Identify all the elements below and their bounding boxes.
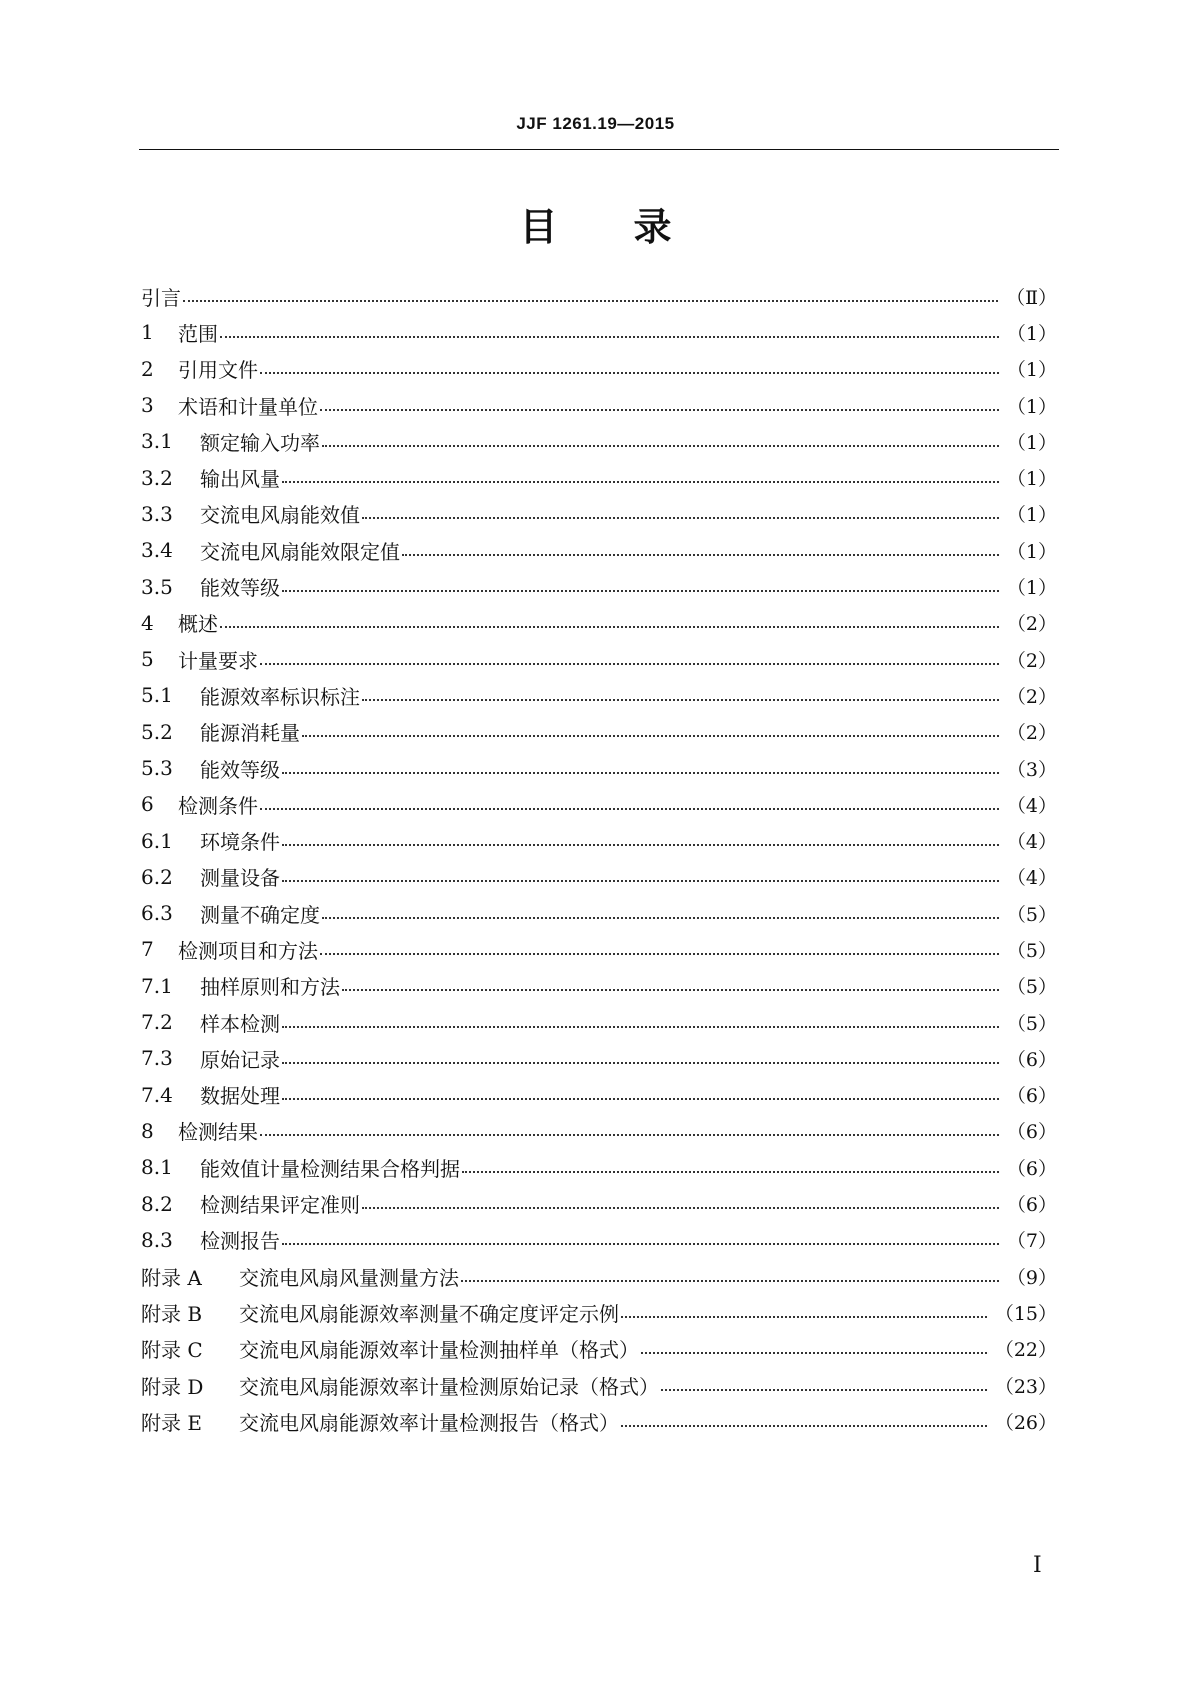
dot-leader <box>362 516 999 519</box>
dot-leader <box>342 988 999 991</box>
toc-entry-page: （5） <box>1006 976 1057 999</box>
toc-entry[interactable] <box>141 568 1057 604</box>
toc-entry[interactable] <box>141 1258 1057 1294</box>
toc-entry-number: 7.2 <box>141 1010 173 1035</box>
toc-entry-number: 6.3 <box>141 901 173 926</box>
toc-entry[interactable] <box>141 1331 1057 1367</box>
toc-entry-title: 交流电风扇能源效率计量检测原始记录（格式） <box>239 1374 659 1399</box>
toc-entry-title: 检测结果评定准则 <box>200 1193 360 1218</box>
toc-entry[interactable] <box>141 1113 1057 1149</box>
toc-entry-number: 8.1 <box>141 1155 173 1180</box>
dot-leader <box>322 916 999 919</box>
toc-entry-number: 6 <box>141 792 154 817</box>
toc-entry[interactable] <box>141 895 1057 931</box>
toc-entry-title: 能效值计量检测结果合格判据 <box>200 1156 460 1181</box>
toc-entry-number: 附录 D <box>141 1374 204 1399</box>
dot-leader <box>282 771 999 774</box>
page-number: Ⅰ <box>1033 1553 1042 1578</box>
toc-entry-number: 附录 E <box>141 1410 202 1435</box>
toc-entry-page: （Ⅱ） <box>1006 286 1057 309</box>
toc-entry-number: 5 <box>141 647 154 672</box>
page-title <box>0 196 1191 251</box>
dot-leader <box>260 662 999 665</box>
toc-entry-title: 额定输入功率 <box>200 430 320 455</box>
toc-entry[interactable] <box>141 714 1057 750</box>
toc-entry[interactable] <box>141 641 1057 677</box>
toc-entry-page: （1） <box>1006 577 1057 600</box>
toc-entry-number: 3 <box>141 393 154 418</box>
table-of-contents <box>141 278 1057 1440</box>
toc-entry-title: 交流电风扇风量测量方法 <box>239 1265 459 1290</box>
toc-entry[interactable] <box>141 423 1057 459</box>
toc-entry-title: 引用文件 <box>178 358 258 383</box>
dot-leader <box>402 553 999 556</box>
toc-entry[interactable] <box>141 351 1057 387</box>
dot-leader <box>322 444 999 447</box>
toc-entry[interactable] <box>141 822 1057 858</box>
toc-entry-number: 8 <box>141 1118 154 1143</box>
toc-entry-number: 7.1 <box>141 973 173 998</box>
toc-entry-title: 能效等级 <box>200 576 280 601</box>
toc-entry-number: 8.2 <box>141 1191 173 1216</box>
toc-entry-title: 检测报告 <box>200 1229 280 1254</box>
toc-entry-title: 交流电风扇能源效率测量不确定度评定示例 <box>239 1301 619 1326</box>
toc-entry-number: 5.2 <box>141 719 173 744</box>
dot-leader <box>282 1061 999 1064</box>
dot-leader <box>362 698 999 701</box>
dot-leader <box>621 1424 987 1427</box>
toc-entry-page: （5） <box>1006 903 1057 926</box>
toc-entry-page: （5） <box>1006 939 1057 962</box>
toc-entry-page: （6） <box>1006 1048 1057 1071</box>
dot-leader <box>362 1206 999 1209</box>
toc-entry[interactable] <box>141 278 1057 314</box>
toc-entry-title: 数据处理 <box>200 1084 280 1109</box>
toc-entry-number: 3.5 <box>141 574 173 599</box>
toc-entry-title: 能效等级 <box>200 757 280 782</box>
toc-entry[interactable] <box>141 750 1057 786</box>
toc-entry-page: （3） <box>1006 758 1057 781</box>
toc-entry-number: 7.3 <box>141 1046 173 1071</box>
toc-entry-title: 引言 <box>141 285 181 310</box>
toc-entry[interactable] <box>141 1222 1057 1258</box>
toc-entry-number: 8.3 <box>141 1227 173 1252</box>
toc-entry-title: 环境条件 <box>200 830 280 855</box>
toc-entry-page: （2） <box>1006 613 1057 636</box>
dot-leader <box>282 480 999 483</box>
toc-entry-title: 测量不确定度 <box>200 902 320 927</box>
dot-leader <box>661 1388 987 1391</box>
toc-entry-title: 范围 <box>178 321 218 346</box>
toc-entry-title: 输出风量 <box>200 467 280 492</box>
toc-entry-page: （4） <box>1006 794 1057 817</box>
dot-leader <box>641 1351 987 1354</box>
toc-entry-page: （1） <box>1006 540 1057 563</box>
toc-entry-number: 附录 C <box>141 1338 203 1363</box>
toc-entry-number: 7.4 <box>141 1082 173 1107</box>
toc-entry[interactable] <box>141 1367 1057 1403</box>
toc-entry[interactable] <box>141 786 1057 822</box>
dot-leader <box>282 1097 999 1100</box>
toc-entry-title: 检测条件 <box>178 793 258 818</box>
toc-entry[interactable] <box>141 1403 1057 1439</box>
toc-entry[interactable] <box>141 459 1057 495</box>
toc-entry[interactable] <box>141 496 1057 532</box>
toc-entry[interactable] <box>141 968 1057 1004</box>
toc-entry-number: 附录 A <box>141 1265 202 1290</box>
dot-leader <box>282 879 999 882</box>
dot-leader <box>320 952 999 955</box>
toc-entry-page: （1） <box>1006 322 1057 345</box>
toc-entry-title: 概述 <box>178 612 218 637</box>
toc-entry-page: （6） <box>1006 1085 1057 1108</box>
toc-entry-page: （4） <box>1006 831 1057 854</box>
toc-entry[interactable] <box>141 859 1057 895</box>
toc-entry-page: （2） <box>1006 649 1057 672</box>
title-char-1: 目 <box>519 205 558 249</box>
toc-entry[interactable] <box>141 605 1057 641</box>
toc-entry[interactable] <box>141 387 1057 423</box>
toc-entry-page: （9） <box>1006 1266 1057 1289</box>
toc-entry-number: 2 <box>141 356 154 381</box>
toc-entry[interactable] <box>141 314 1057 350</box>
dot-leader <box>220 335 999 338</box>
toc-entry-page: （5） <box>1006 1012 1057 1035</box>
toc-entry-page: （7） <box>1006 1230 1057 1253</box>
toc-entry-title: 能源消耗量 <box>200 721 300 746</box>
toc-entry-title: 交流电风扇能源效率计量检测报告（格式） <box>239 1410 619 1435</box>
toc-entry-title: 交流电风扇能效值 <box>200 503 360 528</box>
dot-leader <box>260 371 999 374</box>
toc-entry-page: （26） <box>994 1411 1057 1434</box>
toc-entry-page: （6） <box>1006 1157 1057 1180</box>
toc-entry-title: 检测项目和方法 <box>178 938 318 963</box>
toc-entry-title: 样本检测 <box>200 1011 280 1036</box>
dot-leader <box>260 1133 999 1136</box>
toc-entry-page: （1） <box>1006 359 1057 382</box>
toc-entry-page: （22） <box>994 1339 1057 1362</box>
toc-entry-page: （2） <box>1006 722 1057 745</box>
toc-entry-title: 测量设备 <box>200 866 280 891</box>
toc-entry-number: 4 <box>141 610 154 635</box>
toc-entry-page: （1） <box>1006 468 1057 491</box>
toc-entry[interactable] <box>141 931 1057 967</box>
toc-entry-number: 5.1 <box>141 683 173 708</box>
toc-entry[interactable] <box>141 1294 1057 1330</box>
dot-leader <box>220 625 999 628</box>
toc-entry-number: 5.3 <box>141 756 173 780</box>
dot-leader <box>282 1025 999 1028</box>
toc-entry-number: 附录 B <box>141 1301 203 1326</box>
toc-entry-number: 3.3 <box>141 501 173 526</box>
toc-entry-title: 能源效率标识标注 <box>200 684 360 709</box>
toc-entry-number: 1 <box>141 320 154 345</box>
toc-entry[interactable] <box>141 532 1057 568</box>
dot-leader <box>282 589 999 592</box>
dot-leader <box>461 1279 999 1282</box>
toc-entry-page: （1） <box>1006 395 1057 418</box>
toc-entry[interactable] <box>141 1077 1057 1113</box>
header-rule <box>139 149 1059 150</box>
toc-entry-number: 3.4 <box>141 538 173 563</box>
toc-entry[interactable] <box>141 1004 1057 1040</box>
dot-leader <box>282 843 999 846</box>
toc-entry-number: 7 <box>141 937 154 962</box>
toc-entry-number: 6.2 <box>141 864 173 889</box>
toc-entry[interactable] <box>141 1040 1057 1076</box>
toc-entry-title: 原始记录 <box>200 1047 280 1072</box>
dot-leader <box>183 299 998 302</box>
toc-entry-page: （23） <box>994 1375 1057 1398</box>
toc-entry-title: 交流电风扇能源效率计量检测抽样单（格式） <box>239 1338 639 1363</box>
dot-leader <box>260 807 999 810</box>
toc-entry-title: 交流电风扇能效限定值 <box>200 539 400 564</box>
toc-entry-page: （6） <box>1006 1194 1057 1217</box>
toc-entry-page: （1） <box>1006 431 1057 454</box>
title-char-2: 录 <box>633 205 672 249</box>
document-code-header: JJF 1261.19—2015 <box>516 114 675 133</box>
toc-entry-number: 3.1 <box>141 429 173 454</box>
dot-leader <box>320 408 999 411</box>
toc-entry-title: 抽样原则和方法 <box>200 975 340 1000</box>
toc-entry-number: 3.2 <box>141 465 173 490</box>
dot-leader <box>302 734 999 737</box>
toc-entry-number: 6.1 <box>141 828 173 853</box>
dot-leader <box>621 1315 987 1318</box>
toc-entry-page: （6） <box>1006 1121 1057 1144</box>
toc-entry-title: 计量要求 <box>178 648 258 673</box>
toc-entry-page: （1） <box>1006 504 1057 527</box>
toc-entry-title: 检测结果 <box>178 1120 258 1145</box>
toc-entry-page: （15） <box>994 1302 1057 1325</box>
dot-leader <box>282 1242 999 1245</box>
dot-leader <box>462 1170 999 1173</box>
toc-entry[interactable] <box>141 677 1057 713</box>
toc-entry-title: 术语和计量单位 <box>178 394 318 419</box>
toc-entry-page: （4） <box>1006 867 1057 890</box>
toc-entry-page: （2） <box>1006 685 1057 708</box>
toc-entry[interactable] <box>141 1185 1057 1221</box>
toc-entry[interactable] <box>141 1149 1057 1185</box>
